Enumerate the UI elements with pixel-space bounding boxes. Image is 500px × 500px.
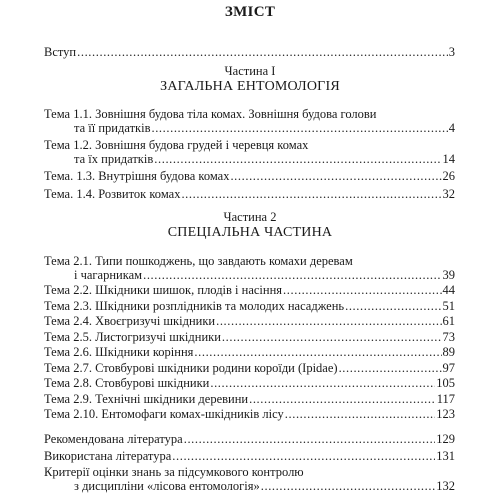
entry-title: Тема 2.2. Шкідники шишок, плодів і насіння <box>44 283 283 297</box>
entry-title: Тема. 1.4. Розвиток комах <box>44 186 181 201</box>
leader-dots <box>194 346 441 360</box>
part1-label: Частина І <box>224 64 276 78</box>
toc-entry[interactable] <box>44 46 455 60</box>
entry-title: Тема. 1.3. Внутрішня будова комах <box>44 169 230 183</box>
entry-page: 3 <box>448 45 455 59</box>
entry-title: Тема 2.1. Типи пошкоджень, що завдають комахи деревам <box>44 254 353 268</box>
toc-entry[interactable] <box>44 433 455 447</box>
leader-dots <box>230 170 441 184</box>
entry-page: 89 <box>442 345 455 359</box>
entry-title: Використана література <box>44 448 172 463</box>
toc-entry[interactable] <box>44 362 455 376</box>
entry-title: Тема 2.9. Технічні шкідники деревини <box>44 391 249 406</box>
part2-list <box>44 255 455 422</box>
entry-title: Критерії оцінки знань за підсумкового контролю <box>44 465 304 479</box>
leader-dots <box>216 315 441 329</box>
entry-page: 39 <box>442 267 455 282</box>
part1-heading <box>0 64 500 94</box>
entry-page: 32 <box>442 186 455 201</box>
entry-page: 44 <box>442 283 455 297</box>
entry-page: 61 <box>442 314 455 328</box>
entry-title: Рекомендована література <box>44 432 183 446</box>
entry-page: 4 <box>448 120 455 135</box>
entry-page: 26 <box>442 169 455 183</box>
entry-title-cont: та їх придатків <box>74 151 154 166</box>
leader-dots <box>154 153 441 167</box>
part2-heading <box>0 210 500 240</box>
leader-dots <box>184 433 436 447</box>
leader-dots <box>283 284 441 298</box>
entry-page: 105 <box>436 376 455 390</box>
entry-title: Тема 2.5. Листогризучі шкідники <box>44 329 221 344</box>
leader-dots <box>222 331 442 345</box>
leader-dots <box>151 122 447 136</box>
leader-dots <box>77 46 448 60</box>
toc-entry[interactable] <box>44 170 455 184</box>
leader-dots <box>249 393 436 407</box>
toc-entry[interactable] <box>44 377 455 391</box>
leader-dots <box>181 188 441 202</box>
entry-page: 129 <box>436 432 455 446</box>
back-matter-list <box>44 433 455 493</box>
entry-title: Тема 2.4. Хвоєгризучі шкідники <box>44 314 216 328</box>
leader-dots <box>261 480 436 494</box>
entry-page: 14 <box>442 151 455 166</box>
toc-entry[interactable] <box>44 255 455 282</box>
entry-title: Тема 2.7. Стовбурові шкідники родини короїди (Ipidae) <box>44 360 338 375</box>
entry-title-cont: з дисципліни «лісова ентомологія» <box>74 478 260 493</box>
toc-entry[interactable] <box>44 108 455 135</box>
toc-entry[interactable] <box>44 408 455 422</box>
leader-dots <box>172 450 435 464</box>
page-title: ЗМІСТ <box>224 4 276 20</box>
part1-name: ЗАГАЛЬНА ЕНТОМОЛОГІЯ <box>160 79 340 94</box>
toc-entry[interactable] <box>44 331 455 345</box>
part2-name: СПЕЦІАЛЬНА ЧАСТИНА <box>167 225 333 240</box>
entry-title-cont: і чагарникам <box>74 267 143 282</box>
part2-label: Частина 2 <box>223 210 277 224</box>
entry-page: 123 <box>436 407 455 421</box>
entry-page: 51 <box>442 298 455 313</box>
entry-title: Вступ <box>44 45 77 59</box>
entry-title-cont: та її придатків <box>74 120 151 135</box>
entry-title: Тема 1.1. Зовнішня будова тіла комах. Зовнішня будова голови <box>44 107 377 121</box>
leader-dots <box>345 300 441 314</box>
toc-entry[interactable] <box>44 346 455 360</box>
leader-dots <box>210 377 435 391</box>
leader-dots <box>339 362 442 376</box>
toc-entry[interactable] <box>44 450 455 464</box>
entry-title: Тема 2.10. Ентомофаги комах-шкідників лісу <box>44 407 284 421</box>
entry-page: 97 <box>442 360 455 375</box>
entry-page: 131 <box>436 448 455 463</box>
entry-page: 73 <box>442 329 455 344</box>
entry-title: Тема 2.3. Шкідники розплідників та молодих насаджень <box>44 298 345 313</box>
entry-title: Тема 1.2. Зовнішня будова грудей і черевця комах <box>44 138 309 152</box>
toc-entry[interactable] <box>44 139 455 166</box>
entry-page: 117 <box>436 391 455 406</box>
toc-entry[interactable] <box>44 284 455 298</box>
toc-entry[interactable] <box>44 315 455 329</box>
toc-entry[interactable] <box>44 393 455 407</box>
part1-list <box>44 108 455 201</box>
leader-dots <box>143 269 441 283</box>
toc-intro <box>44 46 455 60</box>
toc-entry[interactable] <box>44 300 455 314</box>
entry-title: Тема 2.6. Шкідники коріння <box>44 345 194 359</box>
toc-entry[interactable] <box>44 188 455 202</box>
entry-page: 132 <box>436 478 455 493</box>
entry-title: Тема 2.8. Стовбурові шкідники <box>44 376 210 390</box>
toc-entry[interactable] <box>44 466 455 493</box>
leader-dots <box>285 408 435 422</box>
